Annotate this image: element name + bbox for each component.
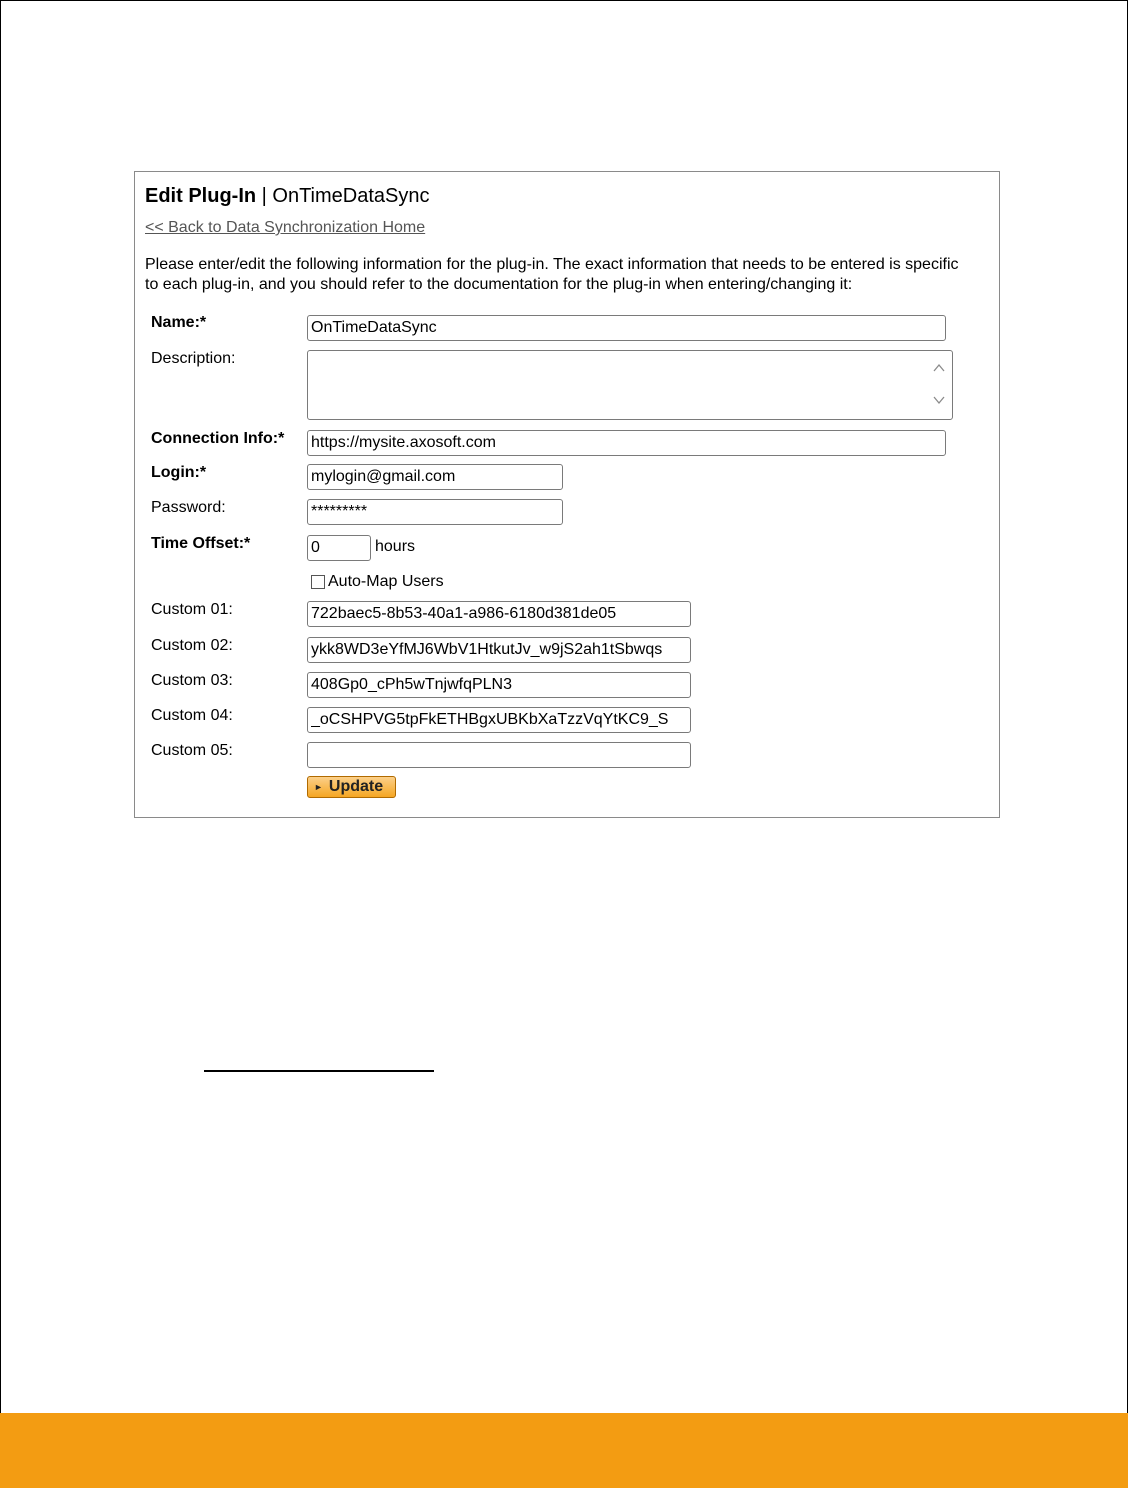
footer-bar bbox=[0, 1413, 1128, 1488]
custom05-label: Custom 05: bbox=[151, 742, 233, 759]
automap-checkbox[interactable] bbox=[311, 575, 325, 589]
description-textarea[interactable] bbox=[307, 350, 953, 420]
custom01-label: Custom 01: bbox=[151, 601, 233, 618]
connection-info-input[interactable] bbox=[307, 430, 946, 456]
play-arrow-icon: ► bbox=[314, 782, 323, 792]
edit-plugin-panel bbox=[134, 171, 1000, 818]
custom05-input[interactable] bbox=[307, 742, 691, 768]
intro-text: Please enter/edit the following information for the plug-in. The exact information that needs to be entered is specific to each plug-in, and you should refer to the documentation for the plug-in when entering/changing it: bbox=[145, 256, 959, 293]
login-label: Login:* bbox=[151, 464, 207, 481]
custom01-input[interactable] bbox=[307, 601, 691, 627]
update-button-label: Update bbox=[328, 778, 384, 795]
underline-rule bbox=[204, 1070, 434, 1072]
time-offset-input[interactable] bbox=[307, 535, 371, 561]
password-input[interactable] bbox=[307, 499, 563, 525]
scroll-down-icon[interactable] bbox=[933, 394, 945, 406]
title-plugin-name: OnTimeDataSync bbox=[272, 185, 430, 207]
hours-label: hours bbox=[375, 538, 416, 555]
login-input[interactable] bbox=[307, 464, 563, 490]
connection-info-label: Connection Info:* bbox=[151, 430, 285, 447]
title-bold: Edit Plug-In bbox=[145, 185, 257, 207]
custom03-input[interactable] bbox=[307, 672, 691, 698]
password-label: Password: bbox=[151, 499, 226, 516]
name-label: Name:* bbox=[151, 314, 207, 331]
custom02-label: Custom 02: bbox=[151, 637, 233, 654]
title-separator: | bbox=[256, 185, 273, 207]
name-input[interactable] bbox=[307, 315, 946, 341]
time-offset-label: Time Offset:* bbox=[151, 535, 251, 552]
back-to-home-link[interactable]: << Back to Data Synchronization Home bbox=[145, 219, 426, 236]
automap-label: Auto-Map Users bbox=[328, 573, 444, 590]
description-scrollbar[interactable] bbox=[928, 352, 950, 418]
custom04-label: Custom 04: bbox=[151, 707, 233, 724]
page-title bbox=[145, 185, 430, 208]
custom04-input[interactable] bbox=[307, 707, 691, 733]
description-label: Description: bbox=[151, 350, 236, 367]
custom03-label: Custom 03: bbox=[151, 672, 233, 689]
scroll-up-icon[interactable] bbox=[933, 362, 945, 374]
automap-row[interactable] bbox=[311, 573, 444, 591]
custom02-input[interactable] bbox=[307, 637, 691, 663]
update-button[interactable] bbox=[307, 776, 396, 798]
